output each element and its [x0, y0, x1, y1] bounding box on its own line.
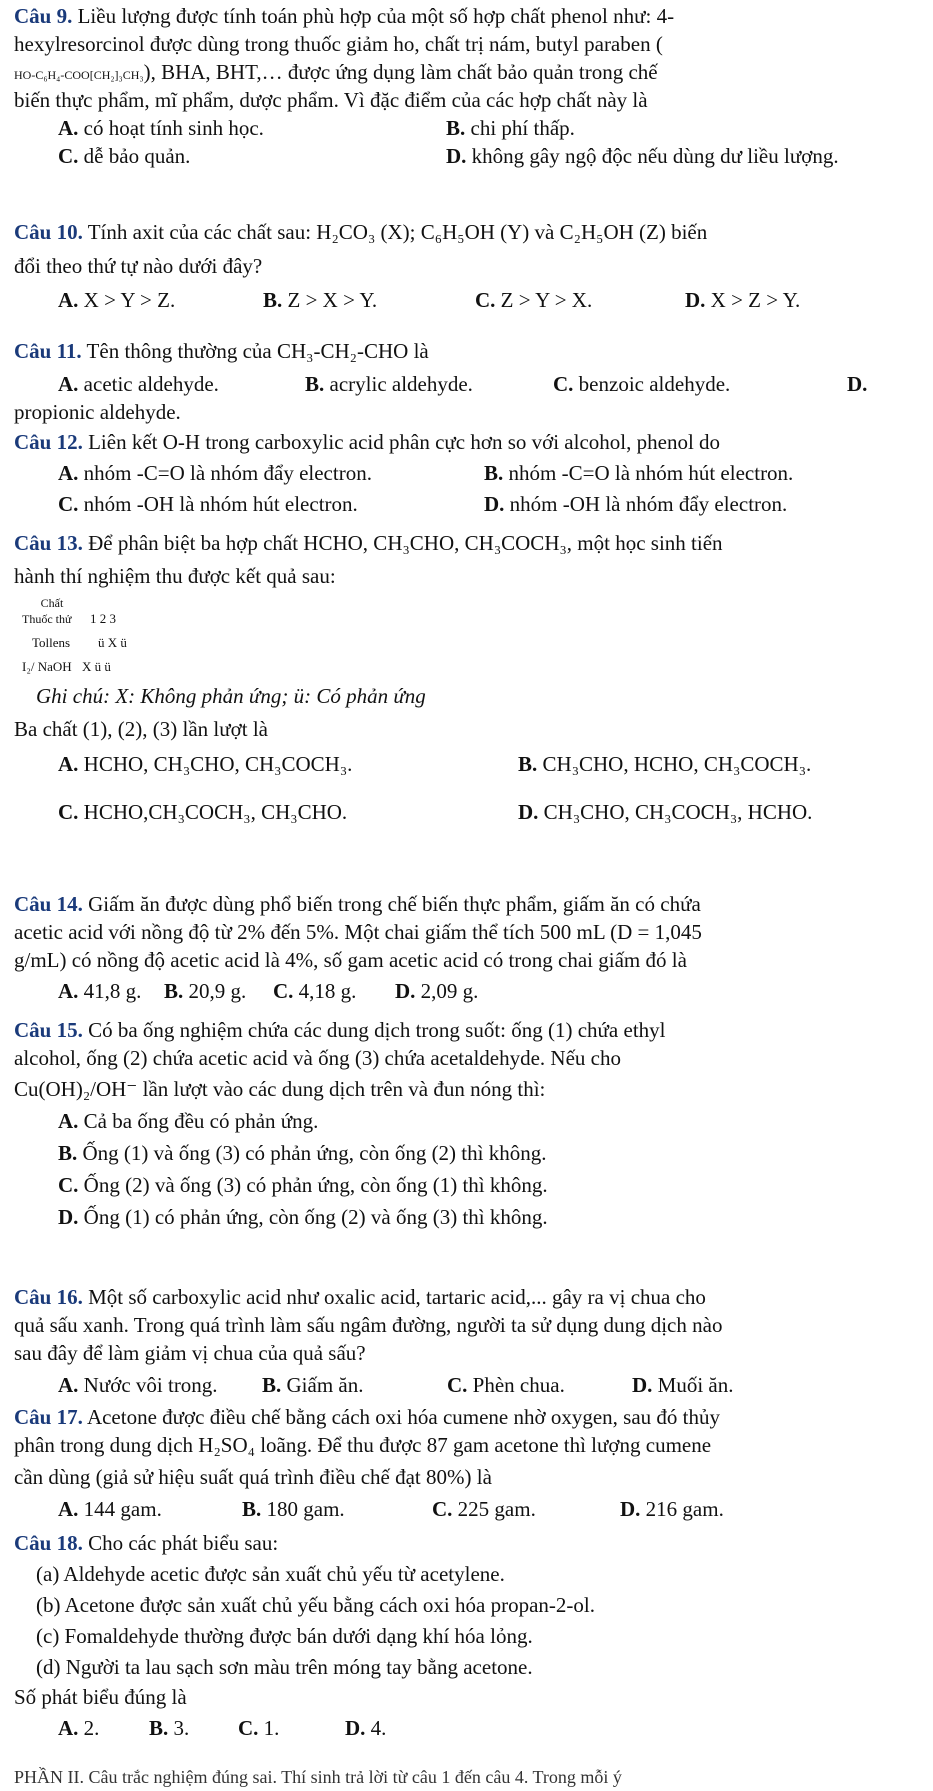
question-number: Câu 18.	[14, 1531, 83, 1555]
statement-d: (d) Người ta lau sạch sơn màu trên móng tay bằng acetone.	[36, 1655, 533, 1679]
option-b: B. chi phí thấp.	[446, 116, 575, 140]
option-b: B. 180 gam.	[242, 1497, 345, 1521]
question-text: hành thí nghiệm thu được kết quả sau:	[14, 564, 336, 588]
question-text: Một số carboxylic acid như oxalic acid, tartaric acid,... gây ra vị chua cho	[82, 1285, 706, 1309]
option-d: D. CH₃CHO, CH₃COCH₃, HCHO.	[518, 800, 813, 824]
chemical-formula: HO-C₆H₄-COO[CH₂]₃CH₃	[14, 68, 144, 82]
option-a: A. có hoạt tính sinh học.	[58, 116, 264, 140]
question-number: Câu 15.	[14, 1018, 83, 1042]
question-text: Giấm ăn được dùng phổ biến trong chế biến thực phẩm, giấm ăn có chứa	[82, 892, 701, 916]
question-text: Để phân biệt ba hợp chất HCHO, CH₃CHO, CH₃COCH₃, một học sinh tiến	[82, 531, 723, 555]
option-a: A. nhóm -C=O là nhóm đẩy electron.	[58, 461, 372, 485]
option-b: B. Giấm ăn.	[262, 1373, 364, 1397]
option-c: C. nhóm -OH là nhóm hút electron.	[58, 492, 358, 516]
question-text: Tên thông thường của CH₃-CH₂-CHO là	[81, 339, 429, 363]
question-text: đổi theo thứ tự nào dưới đây?	[14, 254, 263, 278]
option-d: D. 4.	[345, 1716, 387, 1740]
question-11	[14, 337, 867, 426]
question-text: Có ba ống nghiệm chứa các dung dịch trong suốt: ống (1) chứa ethyl	[82, 1018, 666, 1042]
table-corner-top: Chất	[40, 596, 64, 610]
option-d-text: propionic aldehyde.	[14, 400, 181, 424]
option-a: A. acetic aldehyde.	[58, 372, 219, 396]
statement-b: (b) Acetone được sản xuất chủ yếu bằng cách oxi hóa propan-2-ol.	[36, 1593, 595, 1617]
option-a: A. X > Y > Z.	[58, 288, 176, 312]
question-text: Tính axit của các chất sau: H₂CO₃ (X); C₆H₅OH (Y) và C₂H₅OH (Z) biến	[82, 220, 708, 244]
option-a: A. 41,8 g.	[58, 979, 142, 1003]
table-note: Ghi chú: X: Không phản ứng; ü: Có phản ứng	[36, 684, 426, 708]
question-text: cần dùng (giả sử hiệu suất quá trình điều chế đạt 80%) là	[14, 1465, 492, 1489]
option-a: A. 144 gam.	[58, 1497, 162, 1521]
option-d: D. Ống (1) có phản ứng, còn ống (2) và ống (3) thì không.	[58, 1205, 548, 1229]
question-text: Ba chất (1), (2), (3) lần lượt là	[14, 717, 268, 741]
option-b: B. 3.	[149, 1716, 190, 1740]
option-c: C. 225 gam.	[432, 1497, 536, 1521]
question-17	[14, 1403, 724, 1523]
question-text: sau đây để làm giảm vị chua của quả sấu?	[14, 1341, 366, 1365]
table-column-headers: 1 2 3	[90, 611, 116, 626]
question-number: Câu 9.	[14, 4, 73, 28]
question-14	[14, 890, 702, 1005]
option-b: B. nhóm -C=O là nhóm hút electron.	[484, 461, 794, 485]
question-text: alcohol, ống (2) chứa acetic acid và ống (3) chứa acetaldehyde. Nếu cho	[14, 1046, 621, 1070]
option-c: C. dễ bảo quản.	[58, 144, 191, 168]
question-number: Câu 11.	[14, 339, 82, 363]
table-corner-bottom: Thuốc thử	[22, 612, 72, 626]
option-b: B. Ống (1) và ống (3) có phản ứng, còn ống (2) thì không.	[58, 1141, 547, 1165]
question-9	[14, 2, 839, 170]
question-number: Câu 12.	[14, 430, 83, 454]
question-text: Acetone được điều chế bằng cách oxi hóa cumene nhờ oxygen, sau đó thủy	[82, 1405, 721, 1429]
option-d: D. 2,09 g.	[395, 979, 479, 1003]
option-c: C. HCHO,CH₃COCH₃, CH₃CHO.	[58, 800, 348, 824]
question-text: Số phát biểu đúng là	[14, 1685, 187, 1709]
cutoff-next-section: PHẦN II. Câu trắc nghiệm đúng sai. Thí sinh trả lời từ câu 1 đến câu 4. Trong mỗi ý	[14, 1767, 622, 1787]
question-text: Liên kết O-H trong carboxylic acid phân cực hơn so với alcohol, phenol do	[82, 430, 721, 454]
question-text: Cho các phát biểu sau:	[82, 1531, 279, 1555]
question-15	[14, 1016, 666, 1231]
option-d: D. không gây ngộ độc nếu dùng dư liều lượng.	[446, 144, 839, 168]
option-d: D.	[847, 372, 868, 396]
option-d: D. Muối ăn.	[632, 1373, 734, 1397]
option-b: B. Z > X > Y.	[263, 288, 378, 312]
option-b: B. 20,9 g.	[164, 979, 247, 1003]
option-d: D. nhóm -OH là nhóm đẩy electron.	[484, 492, 788, 516]
option-c: C. 1.	[238, 1716, 280, 1740]
question-text: acetic acid với nồng độ từ 2% đến 5%. Một chai giấm thể tích 500 mL (D = 1,045	[14, 920, 702, 944]
option-d: D. X > Z > Y.	[685, 288, 801, 312]
table-results: ü X ü	[98, 635, 127, 650]
question-text: quả sấu xanh. Trong quá trình làm sấu ngâm đường, người ta sử dụng dung dịch nào	[14, 1313, 723, 1337]
question-13	[14, 529, 812, 826]
question-text: g/mL) có nồng độ acetic acid là 4%, số gam acetic acid có trong chai giấm đó là	[14, 948, 687, 972]
option-b: B. CH₃CHO, HCHO, CH₃COCH₃.	[518, 752, 812, 776]
result-table	[22, 596, 812, 676]
option-a: A. HCHO, CH₃CHO, CH₃COCH₃.	[58, 752, 353, 776]
option-c: C. 4,18 g.	[273, 979, 357, 1003]
option-c: C. Ống (2) và ống (3) có phản ứng, còn ống (1) thì không.	[58, 1173, 548, 1197]
option-a: A. 2.	[58, 1716, 100, 1740]
question-text: Liều lượng được tính toán phù hợp của một số hợp chất phenol như: 4-	[72, 4, 675, 28]
option-c: C. Phèn chua.	[447, 1373, 565, 1397]
question-18	[14, 1529, 595, 1742]
question-text: biến thực phẩm, mĩ phẩm, dược phẩm. Vì đặc điểm của các hợp chất này là	[14, 88, 648, 112]
option-c: C. benzoic aldehyde.	[553, 372, 731, 396]
question-12	[14, 428, 793, 518]
option-c: C. Z > Y > X.	[475, 288, 593, 312]
question-number: Câu 10.	[14, 220, 83, 244]
table-reagent: Tollens	[32, 635, 71, 650]
question-number: Câu 13.	[14, 531, 83, 555]
option-a: A. Cả ba ống đều có phản ứng.	[58, 1109, 319, 1133]
question-number: Câu 14.	[14, 892, 83, 916]
statement-a: (a) Aldehyde acetic được sản xuất chủ yếu từ acetylene.	[36, 1562, 505, 1586]
question-10	[14, 218, 800, 314]
table-reagent: I₂/ NaOH	[22, 659, 72, 674]
question-text: phân trong dung dịch H₂SO₄ loãng. Để thu được 87 gam acetone thì lượng cumene	[14, 1433, 712, 1457]
question-text: ), BHA, BHT,… được ứng dụng làm chất bảo quản trong chế	[143, 60, 658, 84]
question-text: hexylresorcinol được dùng trong thuốc giảm ho, chất trị nám, butyl paraben (	[14, 32, 663, 56]
question-16	[14, 1283, 734, 1399]
option-a: A. Nước vôi trong.	[58, 1373, 218, 1397]
option-d: D. 216 gam.	[620, 1497, 724, 1521]
question-number: Câu 16.	[14, 1285, 83, 1309]
statement-c: (c) Fomaldehyde thường được bán dưới dạng khí hóa lỏng.	[36, 1624, 533, 1648]
table-results: X ü ü	[82, 659, 111, 674]
question-text: Cu(OH)₂/OH⁻ lần lượt vào các dung dịch trên và đun nóng thì:	[14, 1077, 546, 1101]
question-number: Câu 17.	[14, 1405, 83, 1429]
option-b: B. acrylic aldehyde.	[305, 372, 473, 396]
